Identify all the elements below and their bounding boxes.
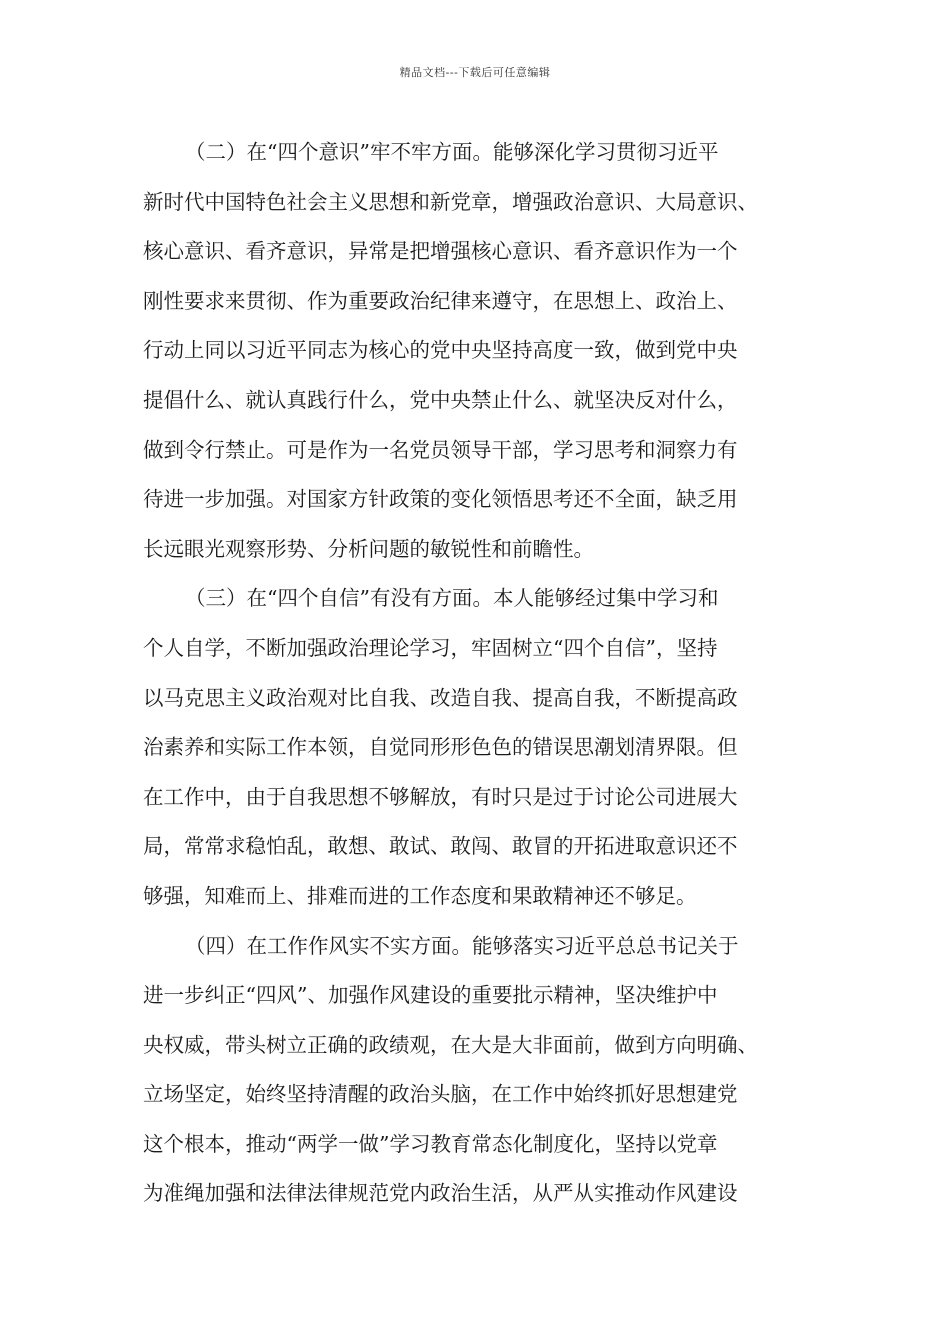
text-line: （二）在“四个意识”牢不牢方面。能够深化学习贯彻习近平 (185, 140, 719, 164)
page-header: 精品文档---下载后可任意编辑 (399, 66, 551, 79)
text-line: 在工作中，由于自我思想不够解放，有时只是过于讨论公司进展大 (143, 784, 738, 809)
text-line: 个人自学，不断加强政治理论学习，牢固树立“四个自信”，坚持 (143, 635, 718, 660)
text-line: 以马克思主义政治观对比自我、改造自我、提高自我，不断提高政 (143, 685, 738, 710)
text-line: 刚性要求来贯彻、作为重要政治纪律来遵守，在思想上、政治上、 (143, 288, 738, 313)
text-line: 提倡什么、就认真践行什么，党中央禁止什么、就坚决反对什么， (143, 387, 738, 412)
document-body (143, 128, 811, 1219)
text-line: 够强，知难而上、排难而进的工作态度和果敢精神还不够足。 (143, 883, 697, 908)
paragraph-4 (143, 922, 811, 1220)
text-line: 央权威，带头树立正确的政绩观，在大是大非面前，做到方向明确、 (143, 1032, 758, 1057)
text-line: （三）在“四个自信”有没有方面。本人能够经过集中学习和 (185, 586, 719, 611)
text-line: 为准绳加强和法律法律规范党内政治生活，从严从实推动作风建设 (143, 1181, 738, 1206)
text-line: 进一步纠正“四风”、加强作风建设的重要批示精神，坚决维护中 (143, 983, 718, 1008)
text-line: 立场坚定，始终坚持清醒的政治头脑，在工作中始终抓好思想建党 (143, 1082, 738, 1107)
text-line: 行动上同以习近平同志为核心的党中央坚持高度一致，做到党中央 (143, 338, 738, 363)
text-line: 新时代中国特色社会主义思想和新党章，增强政治意识、大局意识、 (143, 189, 758, 214)
text-line: 核心意识、看齐意识，异常是把增强核心意识、看齐意识作为一个 (143, 239, 738, 264)
text-line: 治素养和实际工作本领，自觉同形形色色的错误思潮划清界限。但 (143, 735, 738, 760)
text-line: 这个根本，推动“两学一做”学习教育常态化制度化，坚持以党章 (143, 1131, 718, 1156)
text-line: （四）在工作作风实不实方面。能够落实习近平总总书记关于 (185, 933, 739, 958)
paragraph-3 (143, 574, 811, 921)
paragraph-2 (143, 128, 811, 574)
text-line: 长远眼光观察形势、分析问题的敏锐性和前瞻性。 (143, 536, 594, 561)
text-line: 局，常常求稳怕乱，敢想、敢试、敢闯、敢冒的开拓进取意识还不 (143, 834, 738, 859)
text-line: 待进一步加强。对国家方针政策的变化领悟思考还不全面，缺乏用 (143, 487, 738, 512)
text-line: 做到令行禁止。可是作为一名党员领导干部，学习思考和洞察力有 (143, 437, 738, 462)
